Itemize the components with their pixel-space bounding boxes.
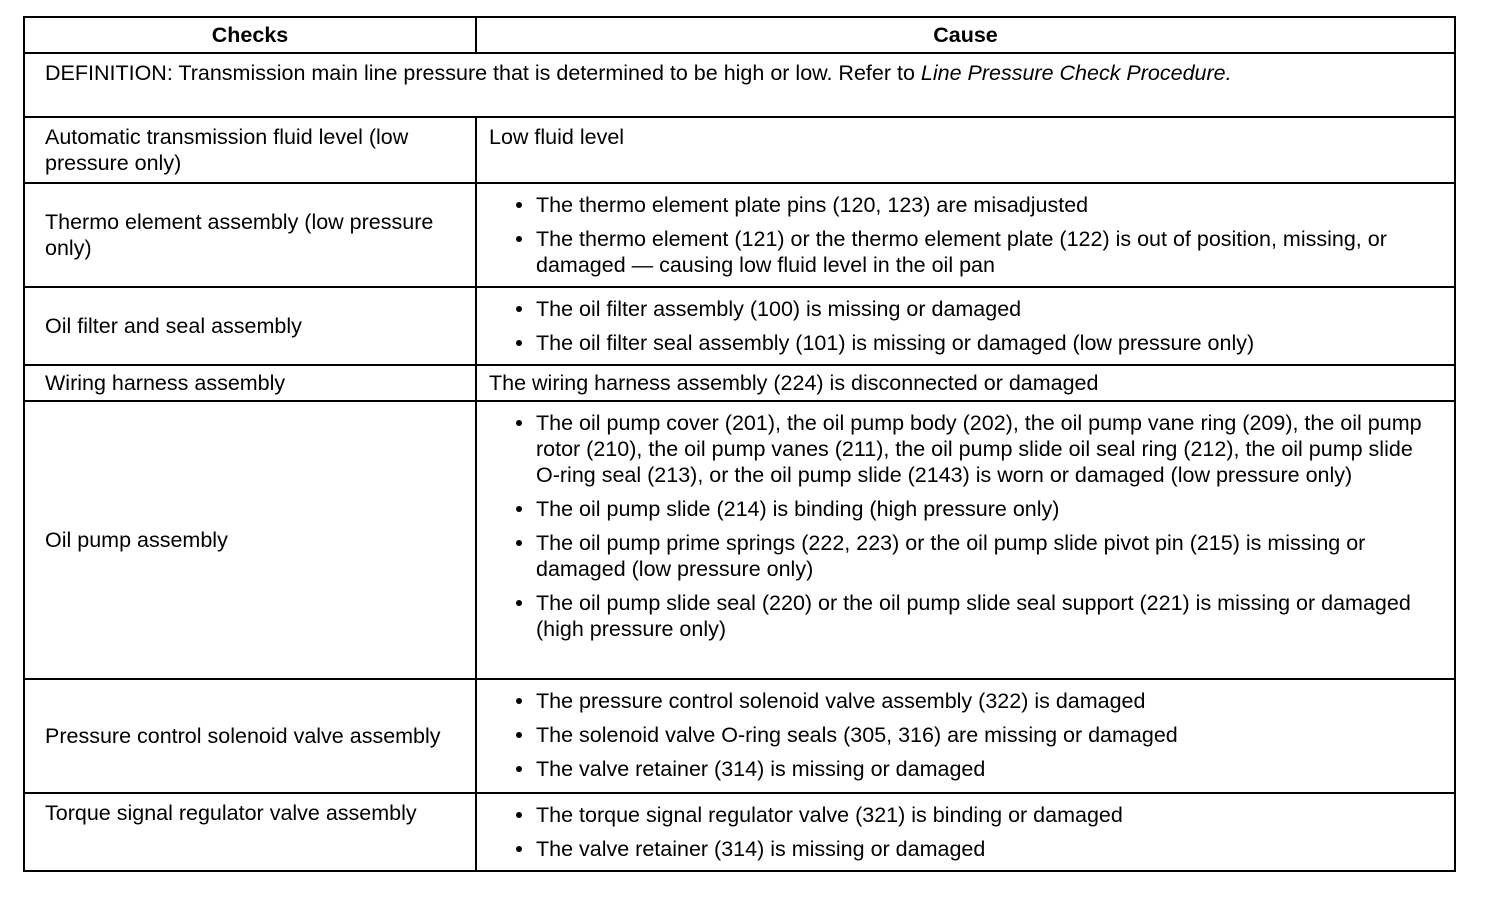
cause-cell: [476, 287, 1455, 365]
cause-list: [489, 688, 1442, 782]
bullet-icon: [516, 306, 522, 312]
list-item: [489, 722, 1442, 748]
cause-item-text: The oil pump slide (214) is binding (high pressure only): [536, 497, 1060, 521]
diagnostic-table: [23, 16, 1456, 872]
cause-item-text: The oil filter seal assembly (101) is missing or damaged (low pressure only): [536, 331, 1255, 355]
cause-item-text: The thermo element (121) or the thermo element plate (122) is out of position, missing, or damaged — causing low fluid level in the oil pan: [536, 227, 1387, 277]
cause-text: Low fluid level: [489, 125, 625, 149]
cause-list: [489, 802, 1442, 862]
list-item: [489, 590, 1442, 642]
cause-item-text: The pressure control solenoid valve assembly (322) is damaged: [536, 689, 1146, 713]
check-cell: Oil filter and seal assembly: [24, 287, 476, 365]
cause-item-text: The oil filter assembly (100) is missing or damaged: [536, 297, 1022, 321]
bullet-icon: [516, 420, 522, 426]
cause-item-text: The oil pump cover (201), the oil pump body (202), the oil pump vane ring (209), the oil pump rotor (210), the oil pump vanes (211), the oil pump slide oil seal ring (212), the oil pump slide O-ring seal (213), or the oil pump slide (2143) is worn or damaged (low pressure only): [536, 411, 1422, 487]
cause-list: [489, 296, 1442, 356]
list-item: [489, 802, 1442, 828]
definition-text: DEFINITION: Transmission main line pressure that is determined to be high or low. Refer to: [45, 61, 921, 85]
list-item: [489, 226, 1442, 278]
cause-item-text: The valve retainer (314) is missing or damaged: [536, 757, 986, 781]
column-header-checks: Checks: [24, 17, 476, 53]
bullet-icon: [516, 600, 522, 606]
cause-cell: [476, 793, 1455, 871]
cause-item-text: The valve retainer (314) is missing or damaged: [536, 837, 986, 861]
table-row: [24, 287, 1455, 365]
cause-item-text: The oil pump prime springs (222, 223) or the oil pump slide pivot pin (215) is missing or damaged (low pressure only): [536, 531, 1366, 581]
cause-cell: [476, 365, 1455, 401]
bullet-icon: [516, 766, 522, 772]
cause-item-text: The thermo element plate pins (120, 123) are misadjusted: [536, 193, 1089, 217]
check-cell: Thermo element assembly (low pressure only): [24, 183, 476, 287]
column-header-cause: Cause: [476, 17, 1455, 53]
bullet-icon: [516, 340, 522, 346]
cause-item-text: The torque signal regulator valve (321) is binding or damaged: [536, 803, 1123, 827]
bullet-icon: [516, 698, 522, 704]
list-item: [489, 496, 1442, 522]
check-cell: Torque signal regulator valve assembly: [24, 793, 476, 871]
cause-cell: [476, 183, 1455, 287]
bullet-icon: [516, 812, 522, 818]
list-item: [489, 330, 1442, 356]
bullet-icon: [516, 202, 522, 208]
definition-reference: Line Pressure Check Procedure.: [920, 61, 1232, 85]
table-row: [24, 679, 1455, 793]
check-cell: Wiring harness assembly: [24, 365, 476, 401]
check-cell: Automatic transmission fluid level (low pressure only): [24, 117, 476, 183]
bullet-icon: [516, 846, 522, 852]
bullet-icon: [516, 540, 522, 546]
cause-item-text: The oil pump slide seal (220) or the oil pump slide seal support (221) is missing or damaged (high pressure only): [536, 591, 1411, 641]
list-item: [489, 756, 1442, 782]
cause-cell: [476, 401, 1455, 679]
cause-cell: [476, 117, 1455, 183]
bullet-icon: [516, 732, 522, 738]
list-item: [489, 296, 1442, 322]
cause-text: The wiring harness assembly (224) is disconnected or damaged: [489, 371, 1099, 395]
definition-row: [24, 53, 1455, 117]
table-row: [24, 183, 1455, 287]
definition-cell: [24, 53, 1455, 117]
cause-item-text: The solenoid valve O-ring seals (305, 316) are missing or damaged: [536, 723, 1178, 747]
cause-cell: [476, 679, 1455, 793]
check-cell: Oil pump assembly: [24, 401, 476, 679]
list-item: [489, 410, 1442, 488]
table-row: [24, 117, 1455, 183]
bullet-icon: [516, 506, 522, 512]
cause-list: [489, 410, 1442, 642]
list-item: [489, 688, 1442, 714]
table-row: [24, 401, 1455, 679]
check-cell: Pressure control solenoid valve assembly: [24, 679, 476, 793]
header-row: [24, 17, 1455, 53]
bullet-icon: [516, 236, 522, 242]
table-row: [24, 365, 1455, 401]
list-item: [489, 530, 1442, 582]
list-item: [489, 836, 1442, 862]
list-item: [489, 192, 1442, 218]
table-row: [24, 793, 1455, 871]
cause-list: [489, 192, 1442, 278]
